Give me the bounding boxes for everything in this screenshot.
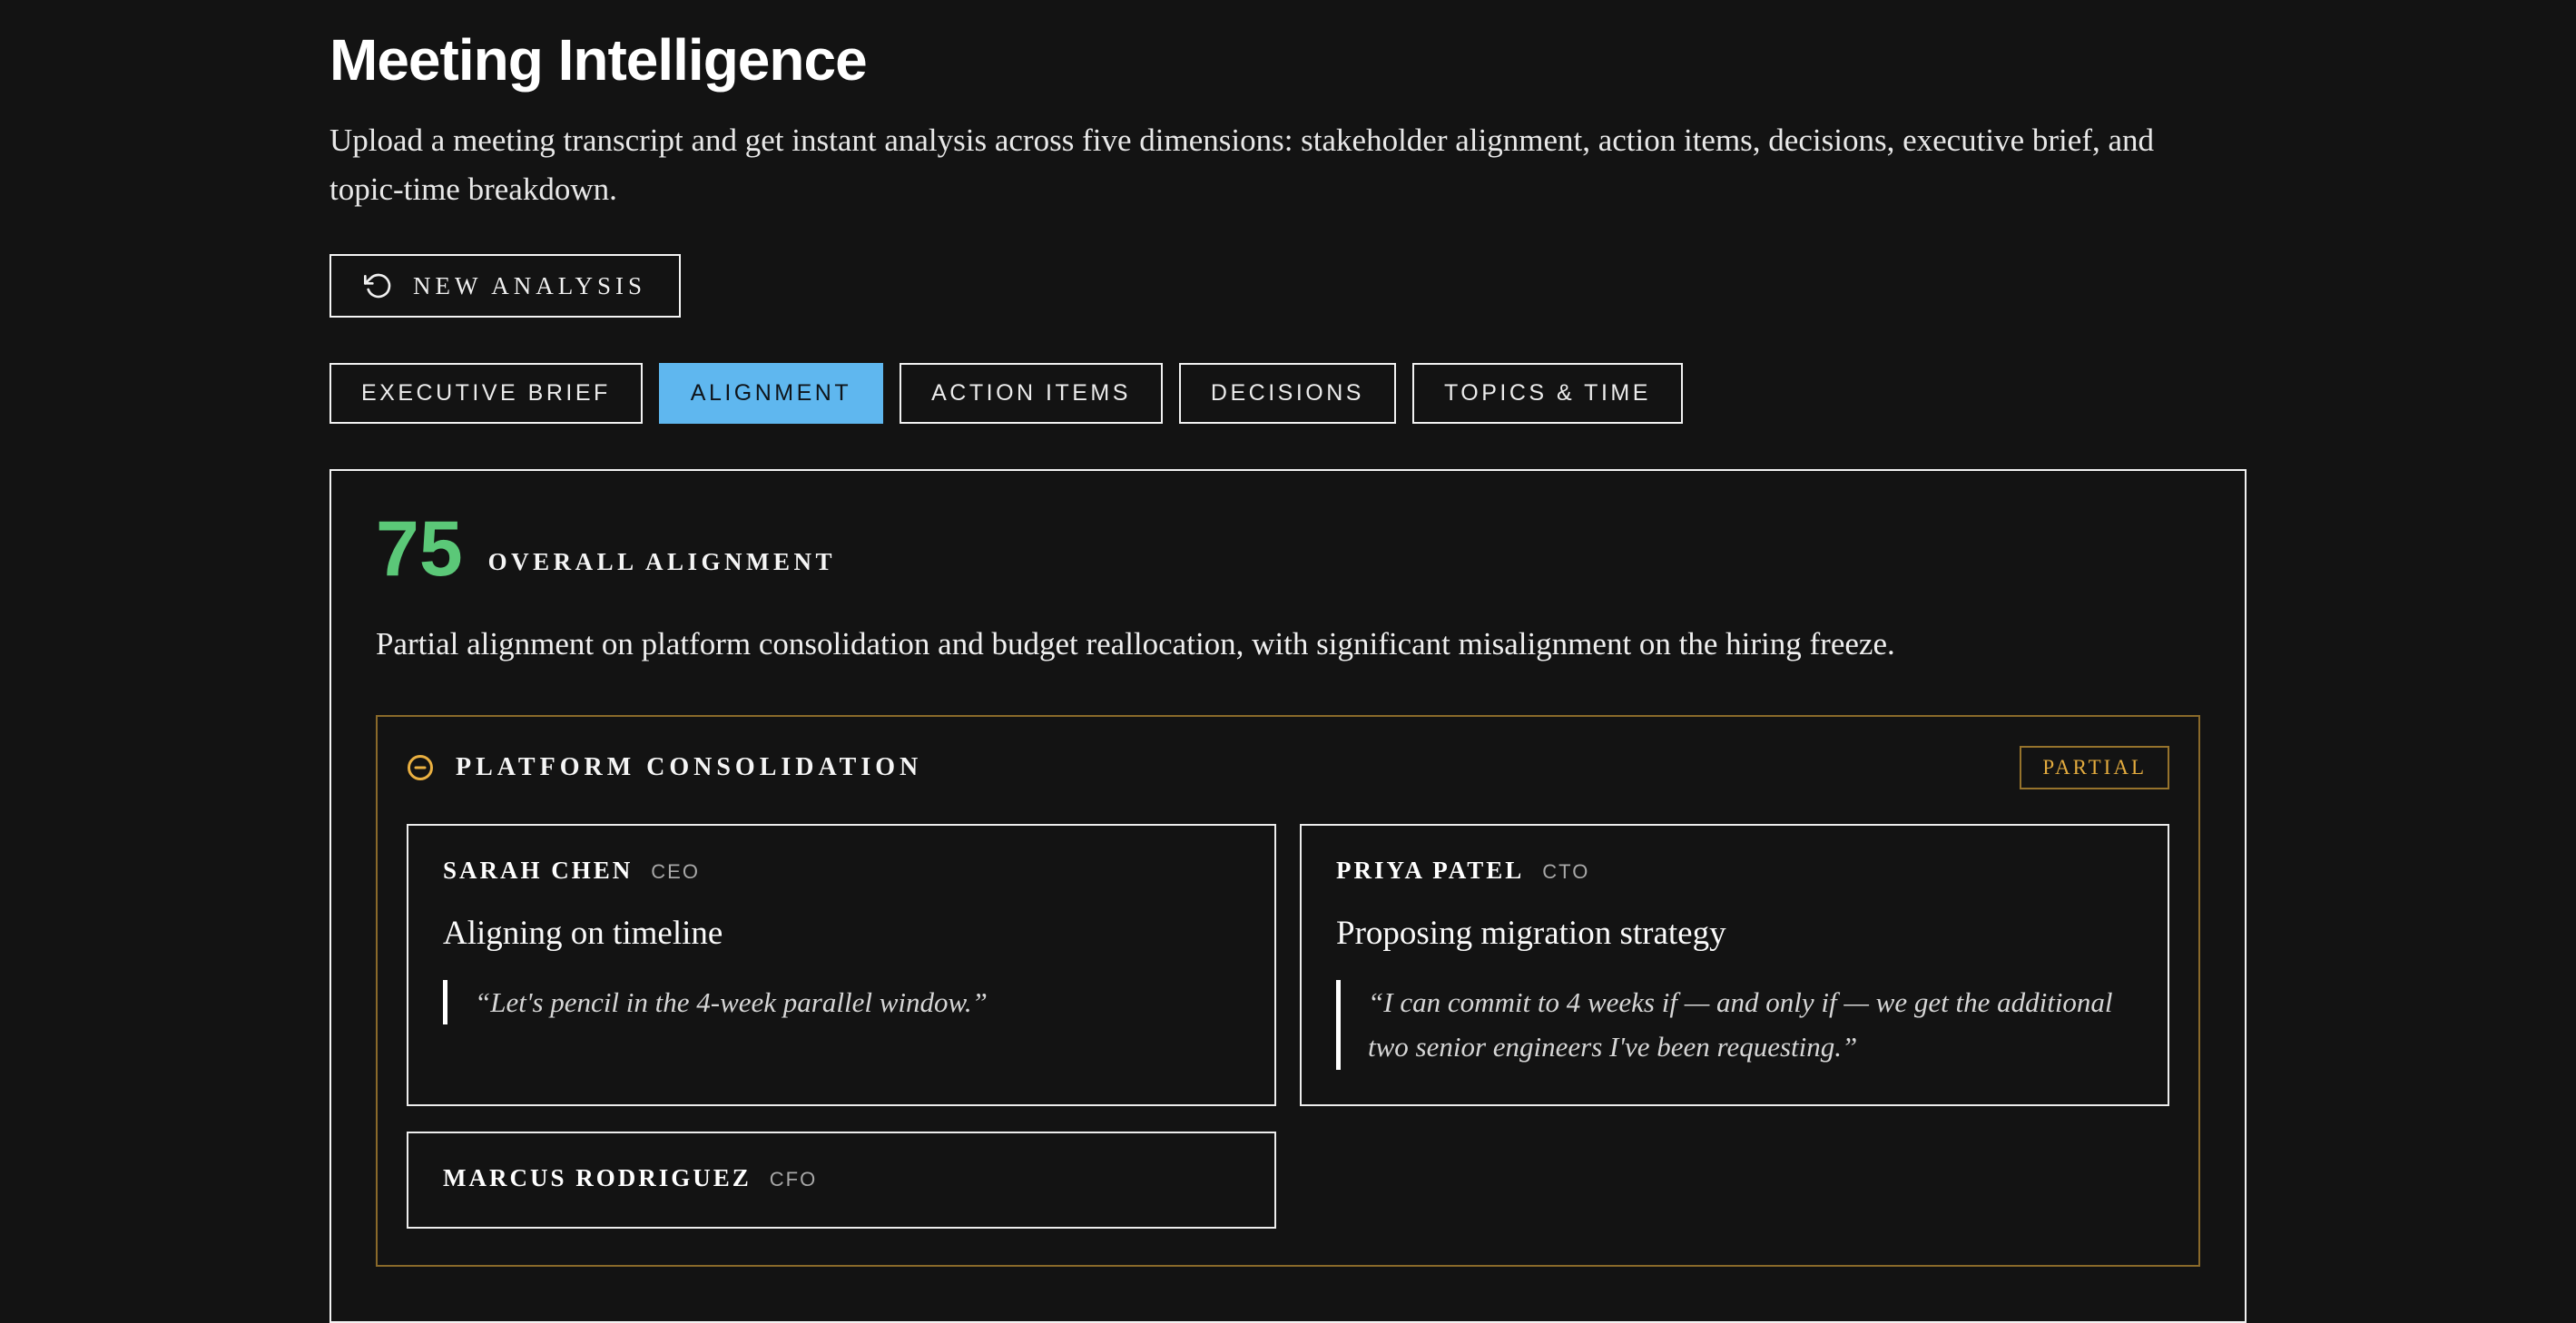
stakeholder-stance: Aligning on timeline bbox=[443, 914, 723, 952]
tab-action-items[interactable]: ACTION ITEMS bbox=[900, 363, 1163, 424]
new-analysis-label: NEW ANALYSIS bbox=[413, 271, 647, 299]
view-tabs bbox=[329, 363, 2247, 424]
alignment-summary: Partial alignment on platform consolidation and budget reallocation, with significant misalignment on the hiring freeze. bbox=[376, 626, 1895, 662]
stakeholder-quote: “Let's pencil in the 4-week parallel window.” bbox=[443, 980, 1240, 1025]
circle-minus-icon[interactable] bbox=[407, 754, 434, 781]
status-badge: PARTIAL bbox=[2020, 746, 2169, 789]
topic-platform-consolidation bbox=[376, 715, 2200, 1267]
stakeholder-card-priya-patel bbox=[1300, 824, 2169, 1106]
new-analysis-button[interactable] bbox=[329, 254, 681, 318]
tab-topics-time[interactable]: TOPICS & TIME bbox=[1412, 363, 1683, 424]
stakeholder-role: CEO bbox=[651, 859, 700, 883]
stakeholder-card-sarah-chen bbox=[407, 824, 1276, 1106]
page-title: Meeting Intelligence bbox=[329, 27, 867, 93]
stakeholder-role: CTO bbox=[1542, 859, 1590, 883]
tab-alignment[interactable]: ALIGNMENT bbox=[659, 363, 883, 424]
stakeholder-name: PRIYA PATEL bbox=[1336, 856, 1525, 884]
tab-decisions[interactable]: DECISIONS bbox=[1179, 363, 1396, 424]
stakeholder-quote: “I can commit to 4 weeks if — and only if — we get the additional two senior engineers I've been requesting.” bbox=[1336, 980, 2133, 1070]
score-label: OVERALL ALIGNMENT bbox=[487, 548, 836, 575]
stakeholder-name: SARAH CHEN bbox=[443, 856, 634, 884]
topic-title: PLATFORM CONSOLIDATION bbox=[456, 752, 923, 781]
topic-header bbox=[407, 740, 2169, 795]
rotate-ccw-icon bbox=[364, 271, 393, 300]
stakeholder-role: CFO bbox=[769, 1167, 818, 1191]
alignment-panel bbox=[329, 469, 2247, 1323]
score-value: 75 bbox=[376, 505, 463, 593]
page-subtitle: Upload a meeting transcript and get instant analysis across five dimensions: stakeholder alignment, action items, decisions, executive brief, and topic-time breakdown. bbox=[329, 122, 2155, 207]
stakeholder-name: MARCUS RODRIGUEZ bbox=[443, 1163, 752, 1191]
tab-executive-brief[interactable]: EXECUTIVE BRIEF bbox=[329, 363, 643, 424]
stakeholder-stance: Proposing migration strategy bbox=[1336, 914, 1726, 952]
overall-alignment-score bbox=[376, 505, 2200, 593]
stakeholder-cards bbox=[407, 824, 2169, 1229]
stakeholder-card-marcus-rodriguez bbox=[407, 1132, 1276, 1229]
